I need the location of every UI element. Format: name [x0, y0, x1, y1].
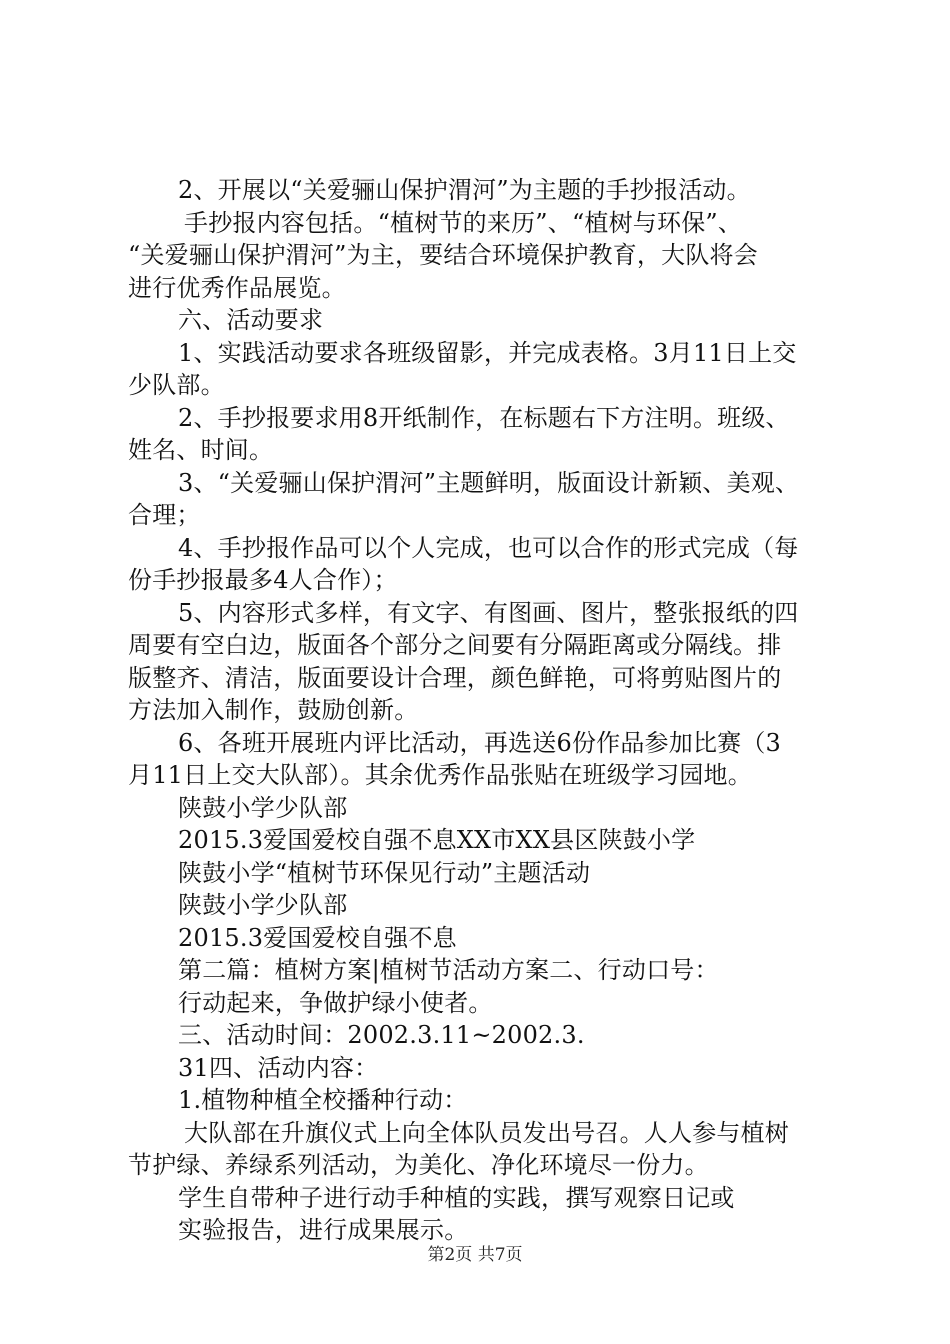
- text-line: 6、各班开展班内评比活动，再选送6份作品参加比赛（3: [178, 728, 782, 757]
- text-line: 学生自带种子进行动手种植的实践，撰写观察日记或: [178, 1183, 735, 1212]
- document-body: [128, 174, 840, 1247]
- text-line: 4、手抄报作品可以个人完成，也可以合作的形式完成（每: [178, 533, 799, 562]
- text-line: 方法加入制作，鼓励创新。: [128, 696, 419, 724]
- text-line: 陕鼓小学少队部: [178, 891, 348, 919]
- text-line: “关爱骊山保护渭河”为主，要结合环境保护教育，大队将会: [128, 241, 758, 269]
- text-line: 陕鼓小学“植树节环保见行动”主题活动: [178, 858, 591, 887]
- text-line: 31四、活动内容：: [178, 1053, 379, 1082]
- text-line: 2015.3爱国爱校自强不息: [178, 923, 457, 952]
- text-line: 行动起来，争做护绿小使者。: [178, 988, 493, 1017]
- text-line: 实验报告，进行成果展示。: [178, 1216, 469, 1244]
- text-line: 六、活动要求: [178, 306, 324, 334]
- text-line: 1.植物种植全校播种行动：: [178, 1086, 468, 1114]
- text-line: 姓名、时间。: [128, 436, 274, 464]
- text-line: 周要有空白边，版面各个部分之间要有分隔距离或分隔线。排: [128, 631, 782, 659]
- text-line: 三、活动时间：2002.3.11~2002.3.: [178, 1021, 585, 1049]
- text-line: 1、实践活动要求各班级留影，并完成表格。3月11日上交: [178, 338, 797, 367]
- text-line: 手抄报内容包括。“植树节的来历”、“植树与环保”、: [184, 208, 743, 237]
- text-line: 版整齐、清洁，版面要设计合理，颜色鲜艳，可将剪贴图片的: [128, 663, 782, 692]
- text-line: 合理；: [128, 501, 201, 529]
- text-line: 节护绿、养绿系列活动，为美化、净化环境尽一份力。: [128, 1151, 709, 1179]
- text-line: 少队部。: [128, 371, 225, 399]
- text-line: 月11日上交大队部）。其余优秀作品张贴在班级学习园地。: [128, 761, 752, 789]
- text-line: 3、“关爱骊山保护渭河”主题鲜明，版面设计新颖、美观、: [178, 468, 800, 497]
- text-line: 5、内容形式多样，有文字、有图画、图片，整张报纸的四: [178, 598, 799, 627]
- text-line: 大队部在升旗仪式上向全体队员发出号召。人人参与植树: [184, 1118, 789, 1147]
- text-line: 进行优秀作品展览。: [128, 273, 346, 302]
- text-line: 份手抄报最多4人合作）；: [128, 566, 398, 594]
- text-line: 2、开展以“关爱骊山保护渭河”为主题的手抄报活动。: [178, 176, 751, 204]
- page-footer: 第2页 共7页: [427, 1245, 523, 1265]
- text-line: 陕鼓小学少队部: [178, 793, 348, 822]
- text-line: 2、手抄报要求用8开纸制作，在标题右下方注明。班级、: [178, 403, 790, 432]
- text-line: 2015.3爱国爱校自强不息XX市XX县区陕鼓小学: [178, 826, 696, 854]
- text-line: 第二篇：植树方案|植树节活动方案二、行动口号：: [178, 956, 719, 984]
